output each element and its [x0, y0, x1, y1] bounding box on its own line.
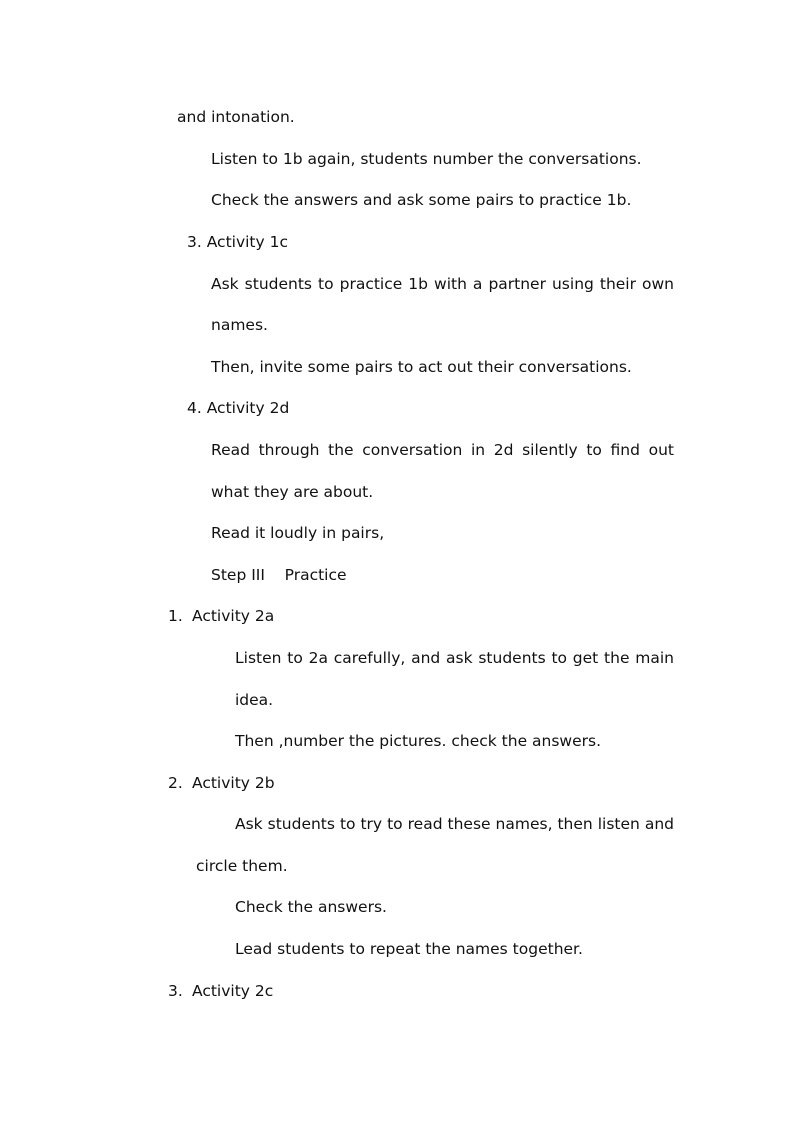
text-line: Then, invite some pairs to act out their conversations.	[211, 358, 632, 376]
section-heading: 3. Activity 1c	[187, 233, 288, 251]
text-line: idea.	[235, 691, 274, 709]
section-heading: 4. Activity 2d	[187, 399, 290, 417]
list-item-heading: Activity 2c	[192, 982, 274, 1000]
text-line: and intonation.	[177, 108, 295, 126]
text-line: Ask students to practice 1b with a partner using their own	[211, 275, 674, 293]
list-number: 3.	[168, 982, 183, 1000]
text-line: Lead students to repeat the names together.	[235, 940, 583, 958]
text-line: circle them.	[196, 857, 288, 875]
list-number: 1.	[168, 607, 183, 625]
list-item-heading: Activity 2a	[192, 607, 275, 625]
text-line: Read through the conversation in 2d silently to find out	[211, 441, 674, 459]
text-line: what they are about.	[211, 483, 374, 501]
text-line: Ask students to try to read these names, then listen and	[235, 815, 674, 833]
step-heading: Step III Practice	[211, 566, 347, 584]
text-line: names.	[211, 316, 268, 334]
text-line: Listen to 1b again, students number the conversations.	[211, 150, 642, 168]
text-line: Check the answers.	[235, 898, 387, 916]
text-line: Then ,number the pictures. check the answers.	[235, 732, 602, 750]
list-item-heading: Activity 2b	[192, 774, 275, 792]
text-line: Listen to 2a carefully, and ask students to get the main	[235, 649, 674, 667]
text-line: Check the answers and ask some pairs to practice 1b.	[211, 191, 632, 209]
text-line: Read it loudly in pairs,	[211, 524, 385, 542]
list-number: 2.	[168, 774, 183, 792]
